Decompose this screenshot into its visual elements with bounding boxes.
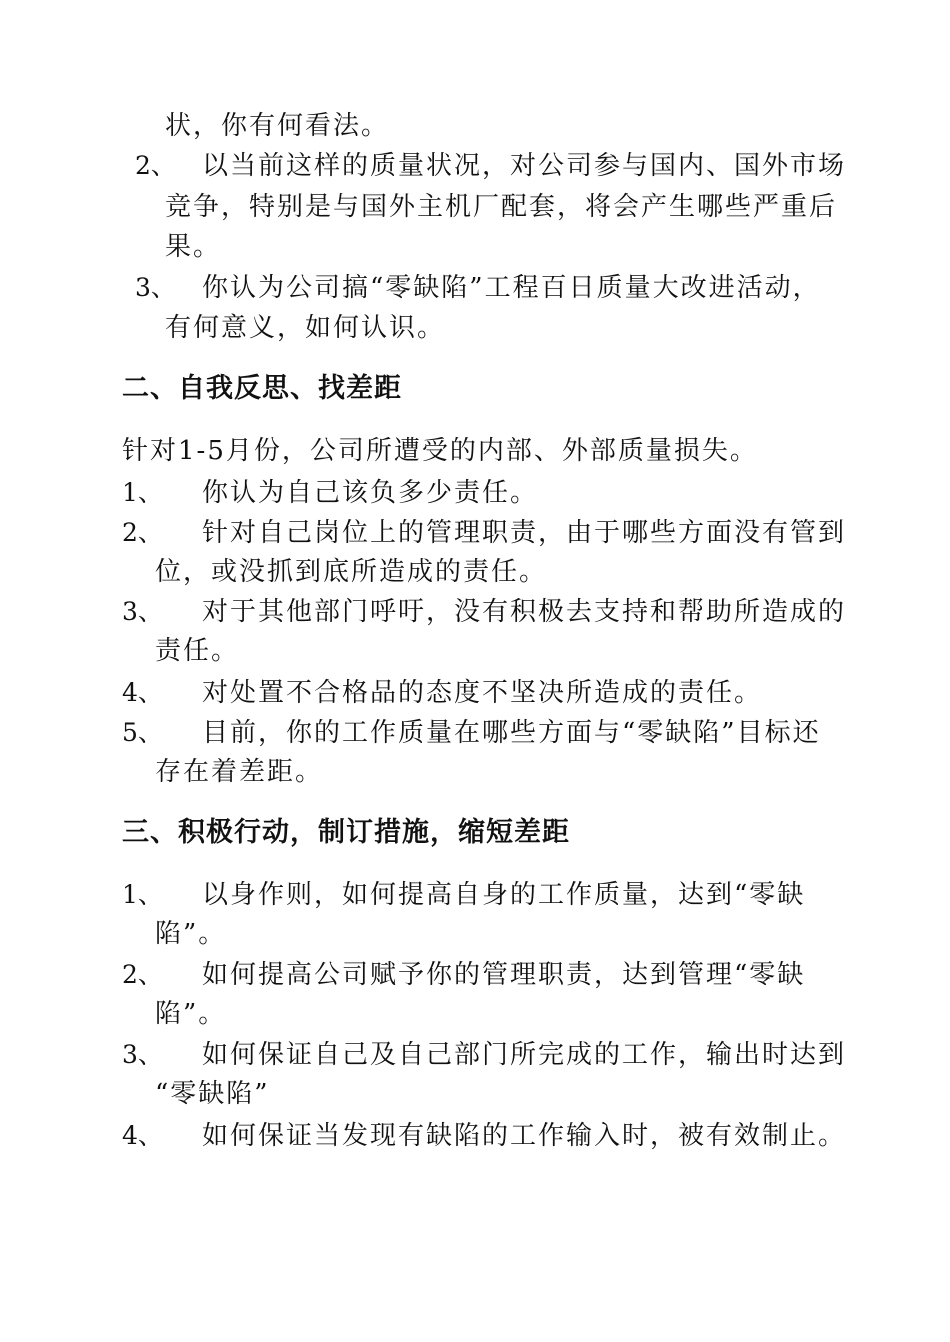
- s1-item2-line1: 以当前这样的质量状况，对公司参与国内、国外市场: [202, 151, 847, 181]
- s1-item2-line2: 竞争，特别是与国外主机厂配套，将会产生哪些严重后: [165, 192, 838, 222]
- s2-item3-number: 3、: [122, 597, 163, 626]
- section2-heading: 二、自我反思、找差距: [122, 373, 402, 404]
- s3-item2-line2: 陷”。: [155, 999, 227, 1029]
- s2-item4-number: 4、: [122, 678, 163, 707]
- s2-item4-line1: 对处置不合格品的态度不坚决所造成的责任。: [202, 678, 763, 708]
- s3-item1-number: 1、: [122, 880, 163, 909]
- s2-item1-number: 1、: [122, 478, 163, 507]
- s3-item2-line1: 如何提高公司赋予你的管理职责，达到管理“零缺: [202, 960, 806, 990]
- section2-intro: 针对1-5月份，公司所遭受的内部、外部质量损失。: [122, 436, 758, 466]
- s1-item1-continuation: 状，你有何看法。: [165, 111, 390, 141]
- section3-heading: 三、积极行动，制订措施，缩短差距: [122, 817, 570, 848]
- s2-item5-number: 5、: [122, 718, 163, 747]
- s3-item4-number: 4、: [122, 1121, 163, 1150]
- s3-item3-number: 3、: [122, 1040, 163, 1069]
- s3-item4-line1: 如何保证当发现有缺陷的工作输入时，被有效制止。: [202, 1121, 847, 1151]
- s2-item5-line1: 目前，你的工作质量在哪些方面与“零缺陷”目标还: [202, 718, 821, 748]
- s2-item2-line2: 位，或没抓到底所造成的责任。: [155, 557, 548, 587]
- s2-item3-line1: 对于其他部门呼吁，没有积极去支持和帮助所造成的: [202, 597, 847, 627]
- s1-item2-number: 2、: [135, 151, 176, 180]
- s3-item1-line1: 以身作则，如何提高自身的工作质量，达到“零缺: [202, 880, 806, 910]
- s1-item3-line2: 有何意义，如何认识。: [165, 313, 446, 343]
- s3-item2-number: 2、: [122, 960, 163, 989]
- s2-item5-line2: 存在着差距。: [155, 757, 324, 787]
- s3-item3-line2: “零缺陷”: [155, 1079, 270, 1109]
- s1-item2-line3: 果。: [165, 232, 222, 262]
- s1-item3-number: 3、: [135, 273, 176, 302]
- s2-item2-line1: 针对自己岗位上的管理职责，由于哪些方面没有管到: [202, 518, 847, 548]
- s1-item3-line1: 你认为公司搞“零缺陷”工程百日质量大改进活动，: [202, 273, 821, 303]
- s2-item3-line2: 责任。: [155, 636, 240, 666]
- s2-item2-number: 2、: [122, 518, 163, 547]
- s3-item3-line1: 如何保证自己及自己部门所完成的工作，输出时达到: [202, 1040, 847, 1070]
- s2-item1-line1: 你认为自己该负多少责任。: [202, 478, 539, 508]
- s3-item1-line2: 陷”。: [155, 919, 227, 949]
